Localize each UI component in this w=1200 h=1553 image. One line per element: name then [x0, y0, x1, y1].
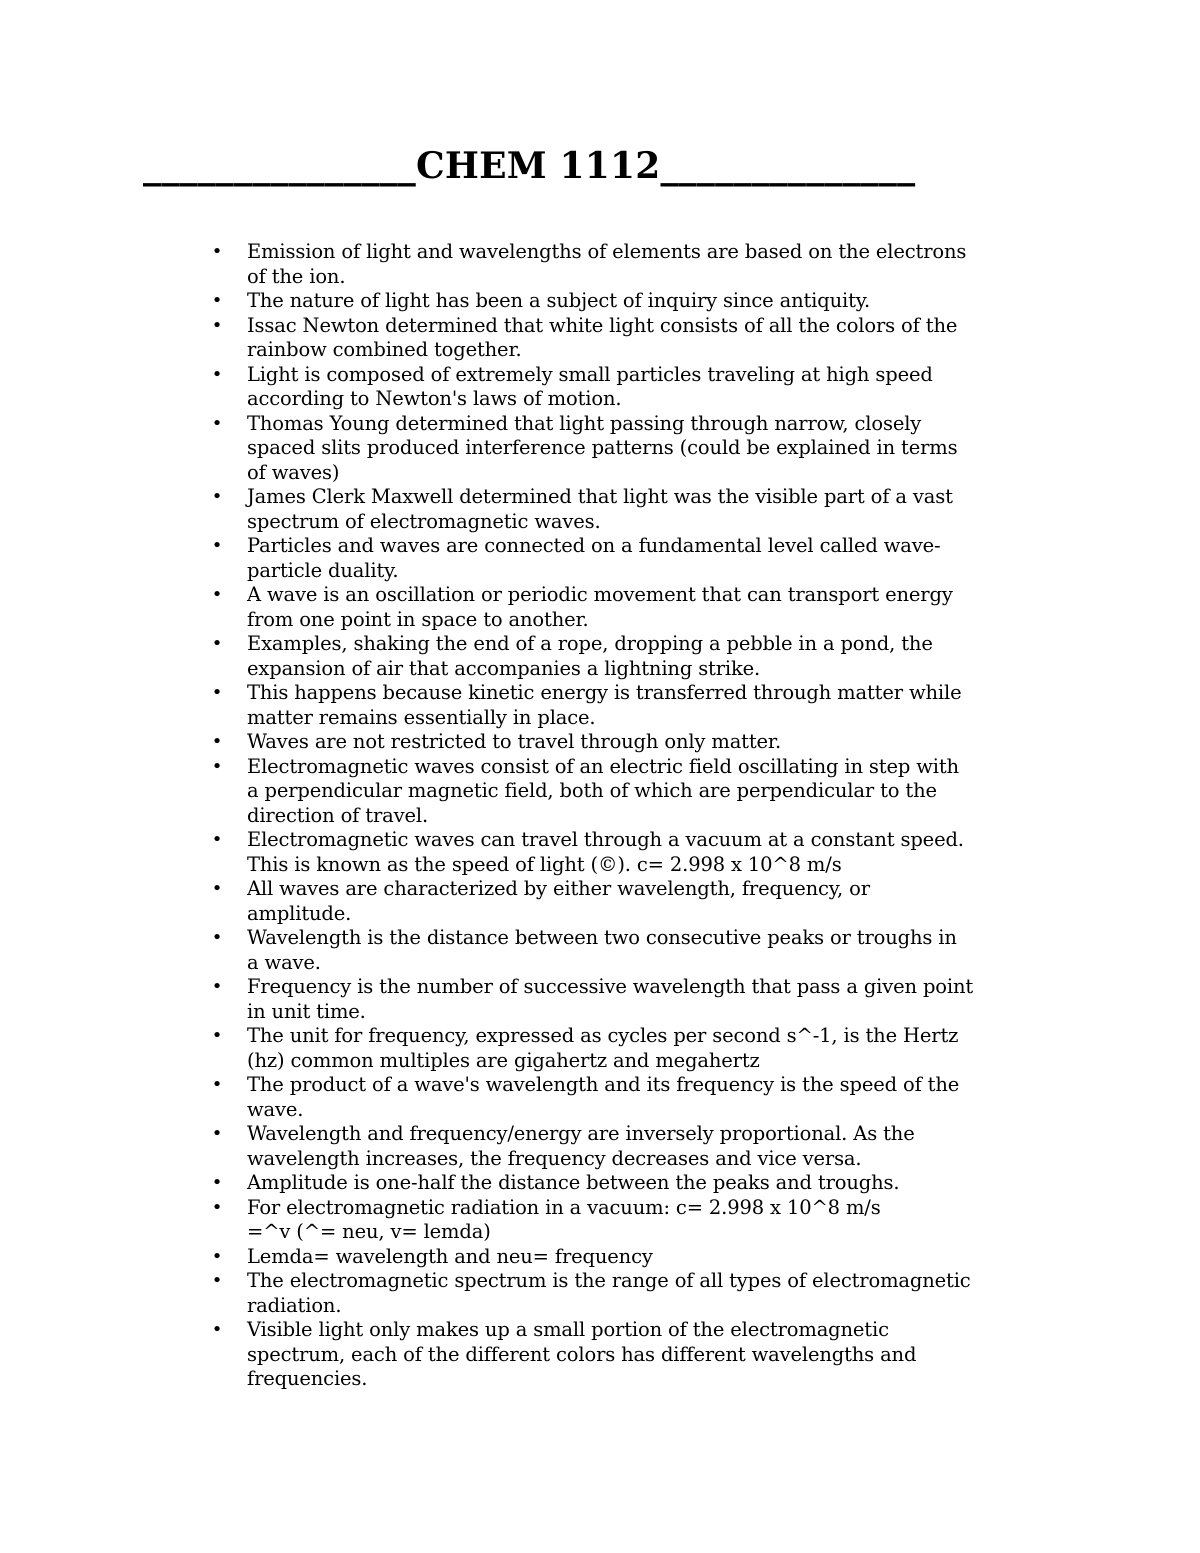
list-item	[210, 1196, 1080, 1245]
list-item	[210, 926, 1080, 975]
list-item-text: Issac Newton determined that white light consists of all the colors of the rainbow combined together.	[247, 313, 958, 361]
bullet-icon: •	[211, 486, 223, 507]
list-item-text: Electromagnetic waves consist of an electric field oscillating in step with a perpendicular magnetic field, both of which are perpendicular to the direction of travel.	[247, 754, 959, 827]
list-item	[210, 1171, 1080, 1196]
list-item	[210, 412, 1080, 486]
bullet-icon: •	[211, 1196, 223, 1218]
list-item	[210, 1122, 1080, 1171]
list-item	[210, 363, 1080, 412]
bullet-icon: •	[211, 633, 223, 654]
bullet-icon: •	[211, 584, 223, 605]
list-item	[210, 1024, 1080, 1073]
list-item-text: Emission of light and wavelengths of elements are based on the electrons of the ion.	[247, 240, 967, 288]
bullet-icon: •	[211, 829, 223, 850]
bullet-icon: •	[211, 1172, 223, 1193]
list-item-text: Thomas Young determined that light passing through narrow, closely spaced slits produced interference patterns (could be explained in terms of waves)	[247, 411, 958, 484]
list-item-text: Wavelength and frequency/energy are inversely proportional. As the wavelength increases, the frequency decreases and vice versa.	[247, 1122, 915, 1170]
list-item-text: This happens because kinetic energy is transferred through matter while matter remains essentially in place.	[247, 681, 962, 729]
bullet-icon: •	[211, 535, 223, 556]
list-item-text: For electromagnetic radiation in a vacuum: c= 2.998 x 10^8 m/s =^v (^= neu, v= lemda)	[247, 1195, 881, 1243]
list-item	[210, 314, 1080, 363]
list-item-text: The unit for frequency, expressed as cycles per second s^-1, is the Hertz (hz) common multiples are gigahertz and megahertz	[247, 1024, 959, 1072]
bullet-icon: •	[211, 731, 223, 752]
list-item	[210, 289, 1080, 314]
bullet-icon: •	[211, 1123, 223, 1144]
list-item	[210, 583, 1080, 632]
list-item	[210, 975, 1080, 1024]
list-item	[210, 828, 1080, 877]
list-item-text: Wavelength is the distance between two consecutive peaks or troughs in a wave.	[247, 926, 957, 974]
bullet-icon: •	[211, 412, 223, 434]
list-item	[210, 730, 1080, 755]
list-item-text: Light is composed of extremely small particles traveling at high speed according to Newton's laws of motion.	[247, 362, 933, 410]
list-item-text: The nature of light has been a subject of inquiry since antiquity.	[247, 289, 871, 312]
list-item-text: Visible light only makes up a small portion of the electromagnetic spectrum, each of the different colors has different wavelengths and frequencies.	[247, 1318, 917, 1390]
bullet-icon: •	[211, 755, 223, 777]
list-item-text: The electromagnetic spectrum is the range of all types of electromagnetic radiation.	[247, 1269, 971, 1317]
bullet-icon: •	[211, 927, 223, 948]
bullet-icon: •	[211, 1245, 223, 1267]
list-item	[210, 681, 1080, 730]
bullet-icon: •	[211, 976, 223, 997]
list-item	[210, 1073, 1080, 1122]
bullet-icon: •	[211, 241, 223, 262]
list-item-text: Lemda= wavelength and neu= frequency	[247, 1244, 653, 1268]
list-item-text: Amplitude is one-half the distance between the peaks and troughs.	[247, 1171, 900, 1194]
bullet-icon: •	[211, 878, 223, 899]
list-item	[210, 877, 1080, 926]
bullet-icon: •	[211, 682, 223, 703]
list-item-text: Electromagnetic waves can travel through a vacuum at a constant speed. This is known as the speed of light (©). c= 2.998 x 10^8 m/s	[247, 828, 964, 876]
list-item	[210, 755, 1080, 829]
list-item	[210, 1318, 1080, 1392]
bullet-icon: •	[211, 363, 223, 385]
list-item-text: Particles and waves are connected on a fundamental level called wave- particle duality.	[247, 534, 941, 582]
list-item-text: All waves are characterized by either wavelength, frequency, or amplitude.	[247, 877, 870, 925]
list-item	[210, 485, 1080, 534]
bullet-icon: •	[211, 1319, 223, 1340]
list-item	[210, 1269, 1080, 1318]
list-item-text: Examples, shaking the end of a rope, dropping a pebble in a pond, the expansion of air that accompanies a lightning strike.	[247, 632, 933, 680]
bullet-icon: •	[211, 1270, 223, 1291]
list-item-text: Frequency is the number of successive wavelength that pass a given point in unit time.	[247, 975, 974, 1023]
bullet-icon: •	[211, 1025, 223, 1046]
bullet-icon: •	[211, 290, 223, 311]
list-item	[210, 534, 1080, 583]
list-item	[210, 1245, 1080, 1270]
list-item	[210, 240, 1080, 289]
page-title: _______________CHEM 1112______________	[143, 145, 916, 187]
list-item	[210, 632, 1080, 681]
bullet-icon: •	[211, 314, 223, 336]
list-item-text: James Clerk Maxwell determined that light was the visible part of a vast spectrum of electromagnetic waves.	[247, 485, 953, 533]
notes-list	[210, 240, 1080, 1392]
list-item-text: Waves are not restricted to travel through only matter.	[247, 730, 782, 753]
bullet-icon: •	[211, 1074, 223, 1095]
list-item-text: A wave is an oscillation or periodic movement that can transport energy from one point in space to another.	[247, 583, 953, 631]
list-item-text: The product of a wave's wavelength and its frequency is the speed of the wave.	[247, 1073, 960, 1121]
